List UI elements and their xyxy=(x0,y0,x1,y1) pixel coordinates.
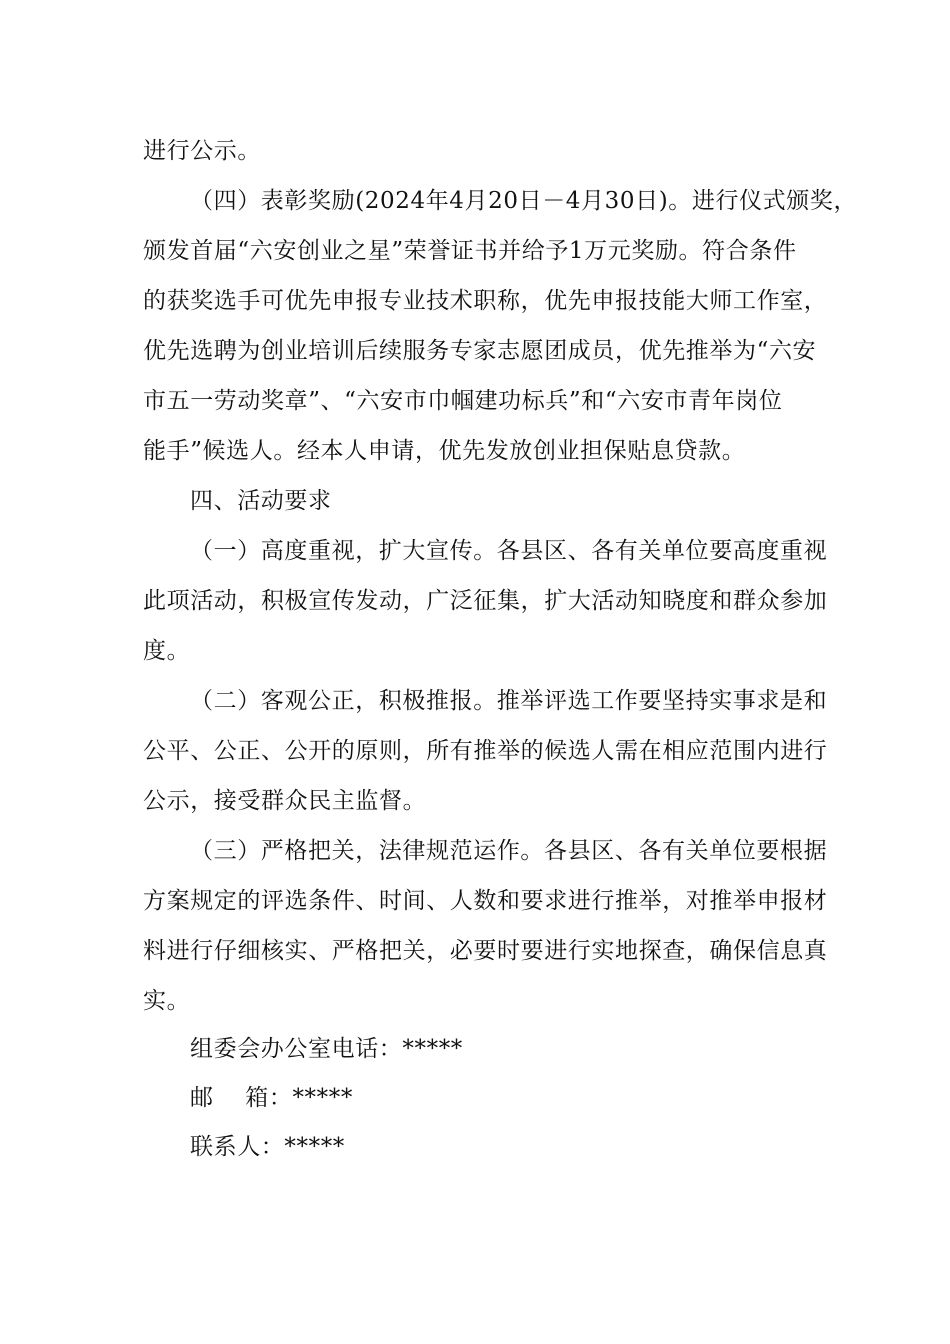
section-heading: 四、活动要求 xyxy=(190,488,332,514)
office-phone: 组委会办公室电话：***** xyxy=(190,1036,463,1062)
body-line: 进行公示。 xyxy=(143,138,261,164)
body-line: 度。 xyxy=(143,638,191,664)
body-line: 料进行仔细核实、严格把关，必要时要进行实地探查，确保信息真 xyxy=(143,938,828,964)
body-line: 的获奖选手可优先申报专业技术职称，优先申报技能大师工作室， xyxy=(143,288,828,314)
body-line: 颁发首届“六安创业之星”荣誉证书并给予1万元奖励。符合条件 xyxy=(143,238,797,264)
body-line: （二）客观公正，积极推报。推举评选工作要坚持实事求是和 xyxy=(190,688,828,714)
body-line: 市五一劳动奖章”、“六安市巾帼建功标兵”和“六安市青年岗位 xyxy=(143,388,783,414)
body-line: 此项活动，积极宣传发动，广泛征集，扩大活动知晓度和群众参加 xyxy=(143,588,828,614)
body-line: （四）表彰奖励(2024年4月20日－4月30日)。进行仪式颁奖， xyxy=(190,188,858,214)
email: 邮 箱：***** xyxy=(190,1085,353,1111)
body-line: （一）高度重视，扩大宣传。各县区、各有关单位要高度重视 xyxy=(190,538,828,564)
body-line: 实。 xyxy=(143,988,191,1014)
body-line: 方案规定的评选条件、时间、人数和要求进行推举，对推举申报材 xyxy=(143,888,828,914)
body-line: 优先选聘为创业培训后续服务专家志愿团成员，优先推举为“六安 xyxy=(143,338,817,364)
body-line: 公平、公正、公开的原则，所有推举的候选人需在相应范围内进行 xyxy=(143,738,828,764)
contact-person: 联系人：***** xyxy=(190,1134,345,1160)
body-line: （三）严格把关，法律规范运作。各县区、各有关单位要根据 xyxy=(190,838,828,864)
body-line: 公示，接受群众民主监督。 xyxy=(143,788,427,814)
body-line: 能手”候选人。经本人申请，优先发放创业担保贴息贷款。 xyxy=(143,438,746,464)
